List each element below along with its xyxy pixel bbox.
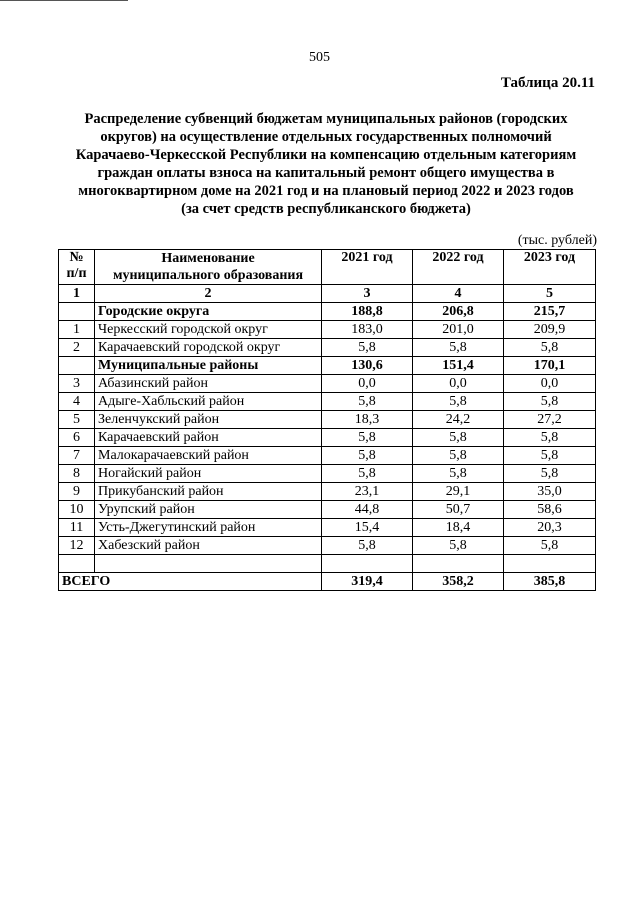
row-number: 6 — [59, 429, 95, 447]
table-row — [59, 537, 596, 555]
column-number: 5 — [504, 285, 596, 303]
municipality-name: Адыге-Хабльский район — [95, 393, 322, 411]
municipality-name: Городские округа — [95, 303, 322, 321]
value-2022: 5,8 — [413, 447, 504, 465]
value-2021: 183,0 — [322, 321, 413, 339]
value-2022: 0,0 — [413, 375, 504, 393]
header-name — [95, 250, 322, 285]
table-row — [59, 375, 596, 393]
units-note: (тыс. рублей) — [517, 233, 597, 248]
header-num-line1: № — [69, 250, 84, 265]
row-number: 2 — [59, 339, 95, 357]
title-line: (за счет средств республиканского бюджета) — [181, 201, 471, 217]
total-label: ВСЕГО — [59, 573, 322, 591]
value-2021: 23,1 — [322, 483, 413, 501]
municipality-name: Прикубанский район — [95, 483, 322, 501]
value-2023: 209,9 — [504, 321, 596, 339]
table-row — [59, 465, 596, 483]
empty-cell — [504, 555, 596, 573]
header-row — [59, 250, 596, 285]
municipality-name: Абазинский район — [95, 375, 322, 393]
table-row — [59, 429, 596, 447]
row-number: 10 — [59, 501, 95, 519]
row-number — [59, 303, 95, 321]
document-title — [52, 110, 600, 218]
row-number: 7 — [59, 447, 95, 465]
total-row — [59, 573, 596, 591]
empty-row — [59, 555, 596, 573]
page-number: 505 — [309, 50, 330, 65]
subvention-table — [58, 249, 596, 591]
municipality-name: Усть-Джегутинский район — [95, 519, 322, 537]
empty-cell — [95, 555, 322, 573]
header-name-line1: Наименование — [161, 251, 255, 266]
empty-cell — [413, 555, 504, 573]
row-number: 9 — [59, 483, 95, 501]
value-2023: 5,8 — [504, 465, 596, 483]
value-2021: 5,8 — [322, 465, 413, 483]
value-2022: 201,0 — [413, 321, 504, 339]
table-label: Таблица 20.11 — [500, 75, 595, 91]
municipality-name: Карачаевский район — [95, 429, 322, 447]
subtotal-row — [59, 303, 596, 321]
title-line: округов) на осуществление отдельных государственных полномочий — [100, 129, 552, 145]
header-2022: 2022 год — [413, 250, 504, 285]
value-2022: 5,8 — [413, 429, 504, 447]
value-2023: 170,1 — [504, 357, 596, 375]
municipality-name: Черкесский городской округ — [95, 321, 322, 339]
value-2021: 0,0 — [322, 375, 413, 393]
total-2022: 358,2 — [413, 573, 504, 591]
value-2023: 35,0 — [504, 483, 596, 501]
value-2022: 29,1 — [413, 483, 504, 501]
value-2021: 5,8 — [322, 447, 413, 465]
value-2022: 151,4 — [413, 357, 504, 375]
value-2022: 5,8 — [413, 393, 504, 411]
value-2021: 5,8 — [322, 393, 413, 411]
top-rule — [0, 0, 128, 1]
value-2022: 5,8 — [413, 339, 504, 357]
total-2021: 319,4 — [322, 573, 413, 591]
table-row — [59, 321, 596, 339]
row-number: 8 — [59, 465, 95, 483]
column-number: 2 — [95, 285, 322, 303]
empty-cell — [59, 555, 95, 573]
row-number — [59, 357, 95, 375]
municipality-name: Малокарачаевский район — [95, 447, 322, 465]
title-line: граждан оплаты взноса на капитальный ремонт общего имущества в — [97, 165, 555, 181]
header-2023: 2023 год — [504, 250, 596, 285]
municipality-name: Урупский район — [95, 501, 322, 519]
value-2022: 5,8 — [413, 465, 504, 483]
value-2021: 5,8 — [322, 537, 413, 555]
header-num-line2: п/п — [66, 266, 87, 281]
column-number: 3 — [322, 285, 413, 303]
value-2023: 5,8 — [504, 429, 596, 447]
table-row — [59, 411, 596, 429]
row-number: 4 — [59, 393, 95, 411]
row-number: 3 — [59, 375, 95, 393]
total-2023: 385,8 — [504, 573, 596, 591]
value-2022: 24,2 — [413, 411, 504, 429]
table-row — [59, 339, 596, 357]
value-2021: 44,8 — [322, 501, 413, 519]
municipality-name: Муниципальные районы — [95, 357, 322, 375]
column-number: 4 — [413, 285, 504, 303]
municipality-name: Карачаевский городской округ — [95, 339, 322, 357]
value-2022: 18,4 — [413, 519, 504, 537]
column-number-row — [59, 285, 596, 303]
row-number: 12 — [59, 537, 95, 555]
value-2023: 20,3 — [504, 519, 596, 537]
municipality-name: Ногайский район — [95, 465, 322, 483]
value-2022: 5,8 — [413, 537, 504, 555]
value-2023: 0,0 — [504, 375, 596, 393]
title-line: Карачаево-Черкесской Республики на компенсацию отдельным категориям — [75, 147, 577, 163]
value-2021: 15,4 — [322, 519, 413, 537]
table-row — [59, 393, 596, 411]
row-number: 1 — [59, 321, 95, 339]
value-2021: 130,6 — [322, 357, 413, 375]
value-2023: 5,8 — [504, 339, 596, 357]
value-2021: 188,8 — [322, 303, 413, 321]
header-name-line2: муниципального образования — [112, 268, 304, 283]
value-2023: 215,7 — [504, 303, 596, 321]
row-number: 5 — [59, 411, 95, 429]
table-row — [59, 501, 596, 519]
header-num — [59, 250, 95, 285]
table-row — [59, 447, 596, 465]
subtotal-row — [59, 357, 596, 375]
value-2021: 5,8 — [322, 339, 413, 357]
title-line: многоквартирном доме на 2021 год и на плановый период 2022 и 2023 годов — [78, 183, 574, 199]
table-row — [59, 483, 596, 501]
row-number: 11 — [59, 519, 95, 537]
value-2023: 58,6 — [504, 501, 596, 519]
value-2021: 5,8 — [322, 429, 413, 447]
header-2021: 2021 год — [322, 250, 413, 285]
value-2021: 18,3 — [322, 411, 413, 429]
value-2023: 5,8 — [504, 393, 596, 411]
table-row — [59, 519, 596, 537]
value-2022: 206,8 — [413, 303, 504, 321]
municipality-name: Хабезский район — [95, 537, 322, 555]
empty-cell — [322, 555, 413, 573]
value-2023: 5,8 — [504, 447, 596, 465]
value-2023: 5,8 — [504, 537, 596, 555]
column-number: 1 — [59, 285, 95, 303]
value-2023: 27,2 — [504, 411, 596, 429]
municipality-name: Зеленчукский район — [95, 411, 322, 429]
title-line: Распределение субвенций бюджетам муниципальных районов (городских — [84, 111, 568, 127]
value-2022: 50,7 — [413, 501, 504, 519]
